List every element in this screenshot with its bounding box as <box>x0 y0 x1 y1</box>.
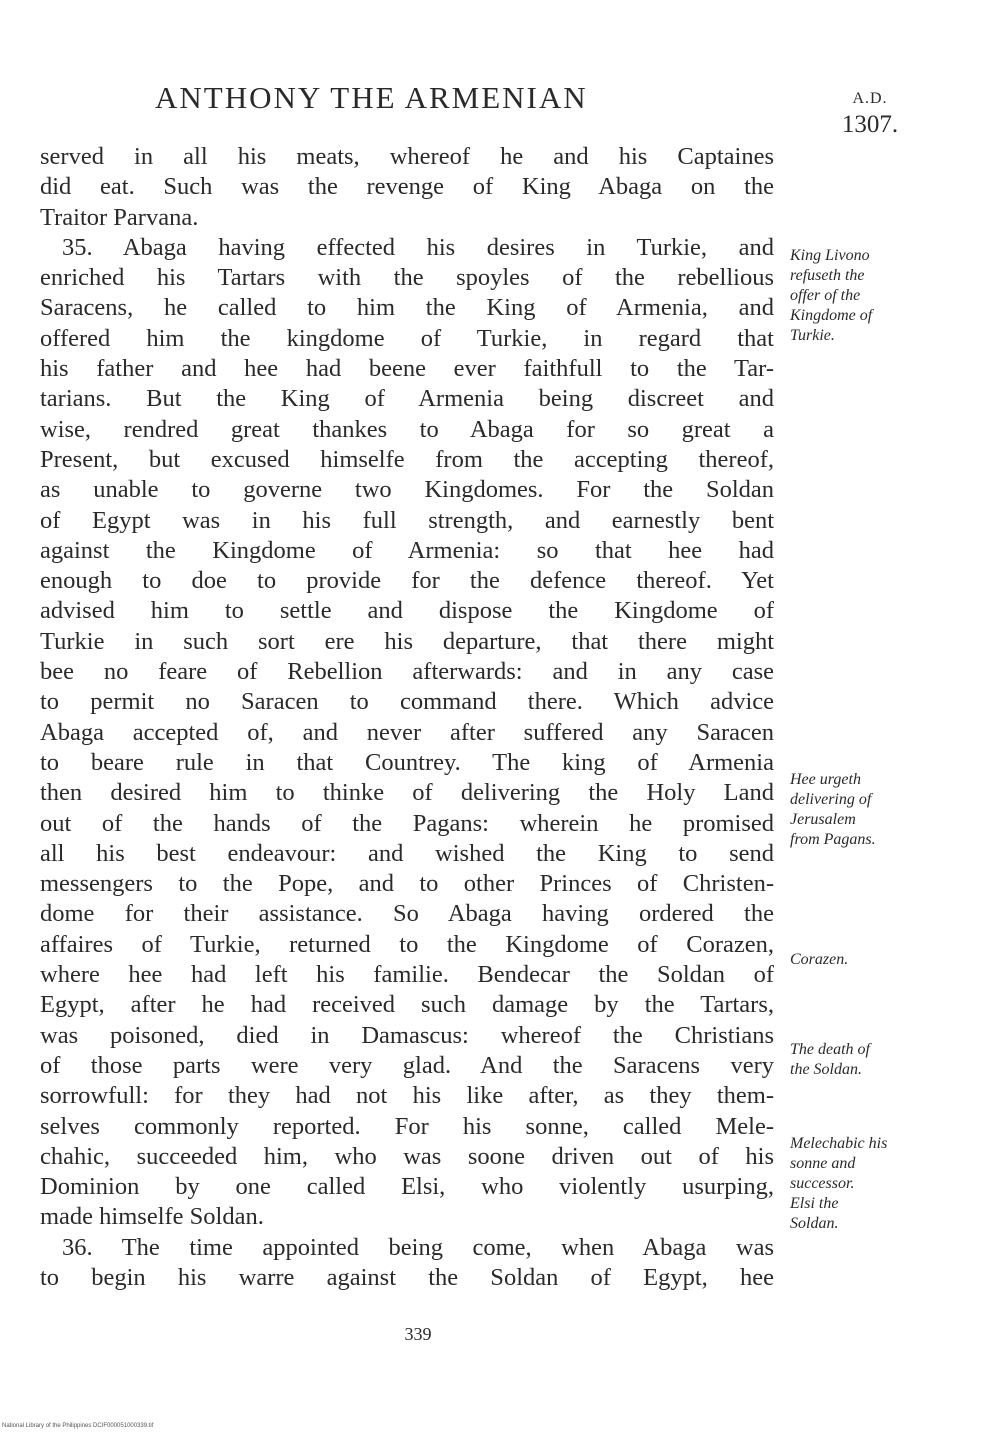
body-line: selves commonly reported. For his sonne, called Mele- <box>40 1112 774 1140</box>
body-line: dome for their assistance. So Abaga having ordered the <box>40 900 774 928</box>
body-line: Saracens, he called to him the King of Armenia, and <box>40 294 774 322</box>
body-line: did eat. Such was the revenge of King Abaga on the <box>40 173 774 201</box>
side-note-line: Turkie. <box>790 327 835 344</box>
body-line: messengers to the Pope, and to other Princes of Christen- <box>40 870 774 898</box>
body-line: made himselfe Soldan. <box>40 1203 264 1231</box>
body-line: of those parts were very glad. And the Saracens very <box>40 1051 774 1079</box>
body-line: then desired him to thinke of delivering the Holy Land <box>40 779 774 807</box>
side-note-line: Corazen. <box>790 951 849 968</box>
body-line: enriched his Tartars with the spoyles of the rebellious <box>40 264 774 292</box>
body-text <box>40 142 774 1293</box>
body-line: Turkie in such sort ere his departure, that there might <box>40 627 774 655</box>
side-note-king-livono <box>790 246 940 346</box>
body-line: Traitor Parvana. <box>40 203 199 231</box>
body-line: bee no feare of Rebellion afterwards: and in any case <box>40 658 774 686</box>
side-note-line: Melechabic his <box>790 1135 888 1152</box>
side-note-line: from Pagans. <box>790 831 876 848</box>
body-line: against the Kingdome of Armenia: so that hee had <box>40 536 774 564</box>
body-line: to permit no Saracen to command there. Which advice <box>40 688 774 716</box>
side-note-line: King Livono <box>790 247 870 264</box>
side-note-line: refuseth the <box>790 267 865 284</box>
body-line: where hee had left his familie. Bendecar the Soldan of <box>40 961 774 989</box>
era-label: A.D. <box>852 90 888 107</box>
body-line: 35. Abaga having effected his desires in Turkie, and <box>62 233 774 261</box>
body-line: Present, but excused himselfe from the accepting thereof, <box>40 445 774 473</box>
side-note-line: offer of the <box>790 287 861 304</box>
body-line: Dominion by one called Elsi, who violently usurping, <box>40 1173 774 1201</box>
side-note-line: Soldan. <box>790 1215 839 1232</box>
side-note-death-of-soldan <box>790 1040 940 1080</box>
body-line: his father and hee had beene ever faithfull to the Tar- <box>40 355 774 383</box>
body-line: to beare rule in that Countrey. The king of Armenia <box>40 748 774 776</box>
side-note-line: successor. <box>790 1175 855 1192</box>
side-note-line: Hee urgeth <box>790 771 861 788</box>
body-line: was poisoned, died in Damascus: whereof the Christians <box>40 1021 774 1049</box>
side-note-line: The death of <box>790 1041 870 1058</box>
side-note-melechabic <box>790 1134 940 1234</box>
body-line: to begin his warre against the Soldan of Egypt, hee <box>40 1263 774 1291</box>
body-line: wise, rendred great thankes to Abaga for so great a <box>40 415 774 443</box>
body-line: affaires of Turkie, returned to the Kingdome of Corazen, <box>40 930 774 958</box>
body-line: enough to doe to provide for the defence thereof. Yet <box>40 567 774 595</box>
body-line: served in all his meats, whereof he and his Captaines <box>40 143 774 170</box>
side-note-line: Jerusalem <box>790 811 856 828</box>
body-line: as unable to governe two Kingdomes. For the Soldan <box>40 476 774 504</box>
side-note-delivering-jerusalem <box>790 770 940 850</box>
body-line: tarians. But the King of Armenia being discreet and <box>40 385 774 413</box>
side-note-line: Kingdome of <box>790 307 873 324</box>
running-head-year <box>830 86 910 138</box>
body-line: sorrowfull: for they had not his like after, as they them- <box>40 1082 774 1110</box>
page-number: 339 <box>404 1324 432 1344</box>
body-line: all his best endeavour: and wished the King to send <box>40 839 774 867</box>
side-note-corazen <box>790 950 940 970</box>
body-line: Abaga accepted of, and never after suffered any Saracen <box>40 718 774 746</box>
body-line: advised him to settle and dispose the Kingdome of <box>40 597 774 625</box>
body-line: of Egypt was in his full strength, and earnestly bent <box>40 506 774 534</box>
body-line: 36. The time appointed being come, when Abaga was <box>62 1233 774 1261</box>
side-note-line: the Soldan. <box>790 1061 862 1078</box>
body-line: chahic, succeeded him, who was soone driven out of his <box>40 1142 774 1170</box>
body-line: offered him the kingdome of Turkie, in regard that <box>40 324 774 352</box>
side-note-line: sonne and <box>790 1155 856 1172</box>
running-head-title: ANTHONY THE ARMENIAN <box>155 80 588 115</box>
side-note-line: delivering of <box>790 791 872 808</box>
scan-credit: National Library of the Philippines DCIF000051000339.tif <box>2 1423 154 1429</box>
body-line: out of the hands of the Pagans: wherein he promised <box>40 809 774 837</box>
side-note-line: Elsi the <box>790 1195 839 1212</box>
body-line: Egypt, after he had received such damage by the Tartars, <box>40 991 774 1019</box>
year-label: 1307. <box>841 111 899 138</box>
